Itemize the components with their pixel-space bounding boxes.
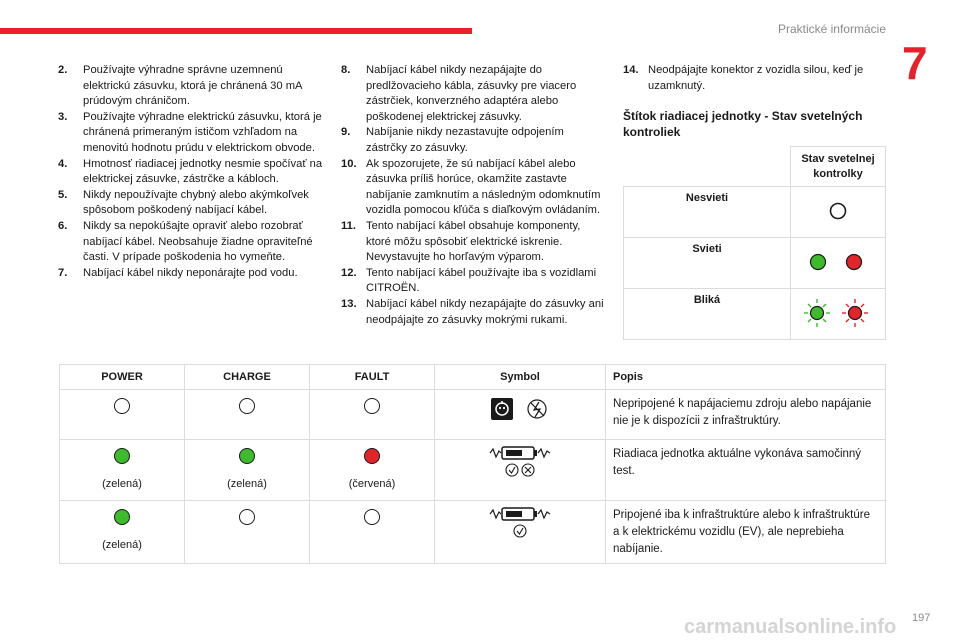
instructions-list-col1 <box>58 63 330 281</box>
led-status-header: Stav svetelnej kontrolky <box>791 147 886 187</box>
led-status-table <box>623 146 886 340</box>
led-state-label: Nesvieti <box>624 187 791 238</box>
instructions-list-col3 <box>623 63 885 94</box>
lamp-red-icon <box>364 448 380 464</box>
lamp-color-label: (zelená) <box>227 478 267 490</box>
status-description: Nepripojené k napájaciemu zdroju alebo napájanie nie je k dispozícii z infraštruktúry. <box>606 390 886 440</box>
led-state-label: Svieti <box>624 238 791 289</box>
list-item: 13. Nabíjací kábel nikdy nezapájajte do zásuvky ani neodpájajte zo zásuvky mokrými rukami. <box>341 297 604 326</box>
lamp-off-icon <box>114 398 130 414</box>
no-power-symbol-icon <box>490 393 550 425</box>
charging-unit-status-table <box>59 364 886 564</box>
list-item: 5. Nikdy nepoužívajte chybný alebo akýmkoľvek spôsobom poškodený nabíjací kábel. <box>58 188 309 217</box>
list-item: 10. Ak spozorujete, že sú nabíjací kábel alebo zásuvka príliš horúce, okamžite zastavte nabíjanie zamknutím a následným odomknutím vozidla pomocou kľúča s diaľkovým ovládaním. <box>341 157 601 217</box>
list-item: 3. Používajte výhradne elektrickú zásuvku, ktorá je chránená primeraným ističom vzhľadom na menovitú hodnotu prúdu v elektrickom obvode. <box>58 110 322 154</box>
status-description: Pripojené iba k infraštruktúre alebo k infraštruktúre a k elektrickému vozidlu (EV), ale neprebieha nabíjanie. <box>606 501 886 564</box>
column-header-fault: FAULT <box>310 365 435 390</box>
lamp-color-label: (zelená) <box>102 478 142 490</box>
lamp-off-icon <box>828 201 848 221</box>
table-row <box>624 289 886 340</box>
battery-self-test-symbol-icon <box>488 445 552 479</box>
table-row <box>60 501 886 564</box>
lamp-off-icon <box>364 398 380 414</box>
chapter-number: 7 <box>902 37 928 89</box>
list-item: 14. Neodpájajte konektor z vozidla silou, keď je uzamknutý. <box>623 64 864 92</box>
table-row <box>60 390 886 440</box>
header-accent-bar <box>0 28 472 34</box>
list-item: 4. Hmotnosť riadiacej jednotky nesmie spočívať na elektrickej zásuvke, zástrčke a kábloch. <box>58 157 323 186</box>
list-item: 12. Tento nabíjací kábel používajte iba s vozidlami CITROËN. <box>341 266 597 295</box>
lamp-green-icon <box>239 448 255 464</box>
battery-connected-symbol-icon <box>488 506 552 540</box>
lamp-color-label: (červená) <box>348 478 396 490</box>
section-heading: Štítok riadiacej jednotky - Stav svetelných kontroliek <box>623 109 863 139</box>
page-number: 197 <box>912 612 931 624</box>
list-item: 2. Používajte výhradne správne uzemnenú elektrickú zásuvku, ktorá je chránená 30 mA prúdovým chráničom. <box>58 64 302 108</box>
lamp-on-icon <box>808 252 868 272</box>
list-item: 11. Tento nabíjací kábel obsahuje komponenty, ktoré môžu spôsobiť elektrické iskrenie. Nevystavujte ho horľavým výparom. <box>341 219 581 264</box>
column-header-symbol: Symbol <box>435 365 606 390</box>
list-item: 9. Nabíjanie nikdy nezastavujte odpojením zástrčky zo zásuvky. <box>341 126 564 154</box>
list-item: 6. Nikdy sa nepokúšajte opraviť alebo rozobrať nabíjací kábel. Neobsahuje žiadne opraviteľné časti. V prípade poškodenia ho vymeňte. <box>58 219 313 264</box>
led-state-label: Bliká <box>624 289 791 340</box>
lamp-off-icon <box>239 398 255 414</box>
lamp-color-label: (zelená) <box>102 539 142 551</box>
header-title: Praktické informácie <box>777 22 886 36</box>
table-row <box>624 187 886 238</box>
column-header-description: Popis <box>606 365 886 390</box>
column-header-power: POWER <box>60 365 185 390</box>
list-item: 7. Nabíjací kábel nikdy neponárajte pod vodu. <box>58 266 298 279</box>
lamp-green-icon <box>114 509 130 525</box>
lamp-flashing-icon <box>803 296 873 330</box>
table-row <box>624 238 886 289</box>
lamp-off-icon <box>239 509 255 525</box>
list-item: 8. Nabíjací kábel nikdy nezapájajte do predlžovacieho kábla, zásuvky pre viacero zástrčiek, konverzného adaptéra alebo poškodenej elektrickej zásuvky. <box>341 64 577 123</box>
lamp-green-icon <box>114 448 130 464</box>
table-row <box>60 440 886 501</box>
instructions-list-col2 <box>341 63 607 328</box>
column-header-charge: CHARGE <box>185 365 310 390</box>
watermark: carmanualsonline.info <box>684 616 897 638</box>
status-description: Riadiaca jednotka aktuálne vykonáva samočinný test. <box>606 440 886 501</box>
lamp-off-icon <box>364 509 380 525</box>
